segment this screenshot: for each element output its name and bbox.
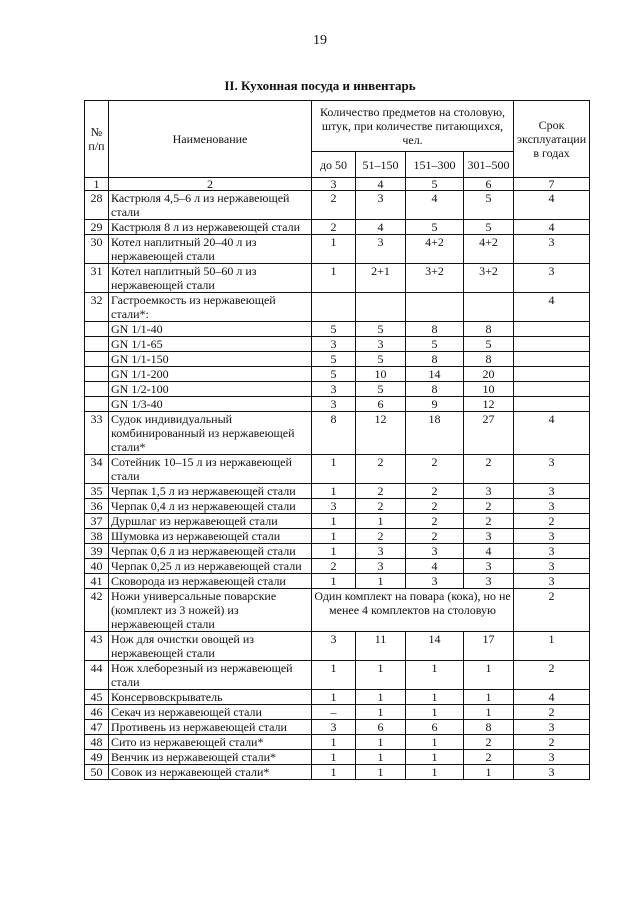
item-name: Дуршлаг из нержавеющей стали (109, 514, 312, 529)
quantity-cell: 1 (406, 765, 464, 780)
row-number: 40 (85, 559, 109, 574)
table-row (85, 455, 590, 484)
header-num: № п/п (85, 101, 109, 178)
quantity-cell: 1 (356, 765, 406, 780)
quantity-cell: 5 (312, 322, 356, 337)
quantity-cell: 2+1 (356, 264, 406, 293)
column-number: 7 (514, 178, 590, 191)
empty-cell (85, 397, 109, 412)
service-life-cell: 3 (514, 499, 590, 514)
row-number: 41 (85, 574, 109, 589)
service-life-cell: 1 (514, 632, 590, 661)
item-name: Совок из нержавеющей стали* (109, 765, 312, 780)
table-row (85, 544, 590, 559)
item-name: Котел наплитный 20–40 л из нержавеющей стали (109, 235, 312, 264)
empty-cell (85, 337, 109, 352)
service-life-cell: 4 (514, 220, 590, 235)
quantity-cell: 1 (312, 544, 356, 559)
quantity-cell: 14 (406, 632, 464, 661)
service-life-cell: 2 (514, 705, 590, 720)
column-number-row (85, 178, 590, 191)
service-life-cell: 3 (514, 559, 590, 574)
quantity-cell: 2 (406, 499, 464, 514)
quantity-cell: 3 (406, 574, 464, 589)
gastro-item-name: GN 1/1-40 (109, 322, 312, 337)
item-name: Черпак 0,4 л из нержавеющей стали (109, 499, 312, 514)
table-row (85, 529, 590, 544)
service-life-cell: 2 (514, 735, 590, 750)
item-name: Нож для очистки овощей из нержавеющей стали (109, 632, 312, 661)
quantity-cell: 5 (356, 352, 406, 367)
item-name: Сито из нержавеющей стали* (109, 735, 312, 750)
page-number: 19 (313, 33, 327, 48)
quantity-cell: 3 (464, 574, 514, 589)
quantity-cell: 1 (312, 529, 356, 544)
quantity-cell: 5 (312, 352, 356, 367)
item-name: Черпак 0,25 л из нержавеющей стали (109, 559, 312, 574)
service-life-cell: 3 (514, 574, 590, 589)
quantity-cell: 4 (406, 191, 464, 220)
quantity-cell: 1 (356, 690, 406, 705)
item-name: Черпак 0,6 л из нержавеющей стали (109, 544, 312, 559)
quantity-cell: 27 (464, 412, 514, 455)
quantity-cell: 5 (464, 337, 514, 352)
empty-cell (514, 397, 590, 412)
service-life-cell: 3 (514, 544, 590, 559)
column-number: 4 (356, 178, 406, 191)
quantity-cell: 1 (356, 750, 406, 765)
quantity-cell: 1 (406, 661, 464, 690)
quantity-cell: 2 (464, 514, 514, 529)
quantity-cell: 8 (406, 322, 464, 337)
row-number: 29 (85, 220, 109, 235)
quantity-cell: 8 (464, 322, 514, 337)
row-number: 49 (85, 750, 109, 765)
quantity-cell: 6 (406, 720, 464, 735)
table-row (85, 559, 590, 574)
service-life-cell: 3 (514, 455, 590, 484)
table-row (85, 484, 590, 499)
service-life-cell: 4 (514, 293, 590, 322)
quantity-cell: 3 (312, 397, 356, 412)
row-number: 33 (85, 412, 109, 455)
service-life-cell: 3 (514, 529, 590, 544)
quantity-cell: 3 (464, 559, 514, 574)
quantity-cell: 3 (356, 559, 406, 574)
quantity-cell: 3 (312, 632, 356, 661)
quantity-cell: 1 (406, 690, 464, 705)
gastro-sub-row (85, 337, 590, 352)
empty-cell (514, 352, 590, 367)
quantity-cell: 1 (356, 661, 406, 690)
gastro-item-name: GN 1/2-100 (109, 382, 312, 397)
quantity-cell: 3 (312, 499, 356, 514)
quantity-cell: 5 (464, 220, 514, 235)
service-life-cell: 3 (514, 720, 590, 735)
quantity-cell: 8 (406, 382, 464, 397)
quantity-cell: 1 (356, 514, 406, 529)
quantity-cell: 1 (312, 514, 356, 529)
service-life-cell: 3 (514, 750, 590, 765)
item-name: Кастрюля 8 л из нержавеющей стали (109, 220, 312, 235)
empty-cell (85, 352, 109, 367)
item-name: Гастроемкость из нержавеющей стали*: (109, 293, 312, 322)
header-qty-group: Количество предметов на столовую, штук, при количестве питающихся, чел. (312, 101, 514, 152)
quantity-cell: 2 (312, 191, 356, 220)
quantity-cell: 3 (312, 337, 356, 352)
quantity-cell: 1 (312, 690, 356, 705)
quantity-cell: 2 (464, 455, 514, 484)
gastro-sub-row (85, 382, 590, 397)
table-row (85, 765, 590, 780)
row-number: 47 (85, 720, 109, 735)
quantity-cell (356, 293, 406, 322)
quantity-cell: 5 (356, 322, 406, 337)
quantity-cell: 5 (312, 367, 356, 382)
row-number: 43 (85, 632, 109, 661)
quantity-cell: 3 (356, 235, 406, 264)
table-row (85, 720, 590, 735)
table-row (85, 574, 590, 589)
row-number: 36 (85, 499, 109, 514)
quantity-cell: 2 (312, 559, 356, 574)
quantity-cell: 8 (312, 412, 356, 455)
item-name: Шумовка из нержавеющей стали (109, 529, 312, 544)
quantity-cell: 1 (464, 661, 514, 690)
quantity-cell: 20 (464, 367, 514, 382)
table-row (85, 220, 590, 235)
empty-cell (514, 337, 590, 352)
quantity-cell: 3 (464, 484, 514, 499)
quantity-cell: 1 (406, 705, 464, 720)
row-number: 48 (85, 735, 109, 750)
gastro-sub-row (85, 397, 590, 412)
row-number: 44 (85, 661, 109, 690)
table-row (85, 705, 590, 720)
table-row (85, 514, 590, 529)
quantity-cell: 1 (406, 735, 464, 750)
row-number: 35 (85, 484, 109, 499)
quantity-cell: 5 (406, 337, 464, 352)
quantity-cell: 1 (464, 765, 514, 780)
table-row (85, 264, 590, 293)
table-row (85, 750, 590, 765)
gastro-item-name: GN 1/1-150 (109, 352, 312, 367)
column-number: 5 (406, 178, 464, 191)
header-qty-col: 301–500 (464, 152, 514, 178)
header-name: Наименование (109, 101, 312, 178)
service-life-cell: 3 (514, 235, 590, 264)
quantity-cell: 3+2 (406, 264, 464, 293)
row-number: 34 (85, 455, 109, 484)
quantity-cell: 11 (356, 632, 406, 661)
row-number: 38 (85, 529, 109, 544)
row-number: 45 (85, 690, 109, 705)
table-row (85, 293, 590, 322)
quantity-cell: 10 (464, 382, 514, 397)
quantity-cell: 1 (312, 735, 356, 750)
quantity-cell: 1 (312, 765, 356, 780)
item-name: Сковорода из нержавеющей стали (109, 574, 312, 589)
quantity-cell: 4 (464, 544, 514, 559)
header-qty-col: 51–150 (356, 152, 406, 178)
header-qty-col: до 50 (312, 152, 356, 178)
quantity-cell: 3 (464, 529, 514, 544)
quantity-cell: 10 (356, 367, 406, 382)
item-name: Черпак 1,5 л из нержавеющей стали (109, 484, 312, 499)
quantity-cell: 1 (356, 735, 406, 750)
table-row (85, 235, 590, 264)
row-number: 46 (85, 705, 109, 720)
quantity-cell: 4 (356, 220, 406, 235)
quantity-cell: 12 (356, 412, 406, 455)
quantity-cell: 3 (312, 382, 356, 397)
quantity-cell: 3 (312, 720, 356, 735)
service-life-cell: 3 (514, 484, 590, 499)
service-life-cell: 4 (514, 191, 590, 220)
quantity-cell: 5 (406, 220, 464, 235)
quantity-cell: 8 (464, 352, 514, 367)
quantity-cell: 8 (406, 352, 464, 367)
empty-cell (85, 382, 109, 397)
item-name: Ножи универсальные поварские (комплект из 3 ножей) из нержавеющей стали (109, 589, 312, 632)
table-row (85, 632, 590, 661)
quantity-cell: 1 (464, 705, 514, 720)
service-life-cell: 3 (514, 264, 590, 293)
quantity-cell: 2 (406, 455, 464, 484)
header-row (85, 101, 590, 152)
quantity-cell: 5 (464, 191, 514, 220)
table-row (85, 589, 590, 632)
quantity-cell: 3 (406, 544, 464, 559)
quantity-cell: 6 (356, 720, 406, 735)
quantity-cell: 1 (312, 484, 356, 499)
quantity-cell: – (312, 705, 356, 720)
row-number: 32 (85, 293, 109, 322)
quantity-cell: 1 (406, 750, 464, 765)
item-name: Секач из нержавеющей стали (109, 705, 312, 720)
table-row (85, 661, 590, 690)
row-number: 31 (85, 264, 109, 293)
row-number: 39 (85, 544, 109, 559)
quantity-cell: 4+2 (406, 235, 464, 264)
table-row (85, 499, 590, 514)
quantity-cell: 2 (312, 220, 356, 235)
service-life-cell: 2 (514, 589, 590, 632)
row-number: 28 (85, 191, 109, 220)
quantity-cell: 1 (464, 690, 514, 705)
gastro-item-name: GN 1/3-40 (109, 397, 312, 412)
table-row (85, 735, 590, 750)
gastro-sub-row (85, 367, 590, 382)
quantity-cell: 8 (464, 720, 514, 735)
empty-cell (85, 367, 109, 382)
quantity-cell: 4+2 (464, 235, 514, 264)
item-name: Кастрюля 4,5–6 л из нержавеющей стали (109, 191, 312, 220)
quantity-cell: 1 (356, 574, 406, 589)
item-name: Судок индивидуальный комбинированный из нержавеющей стали* (109, 412, 312, 455)
quantity-cell: 2 (356, 455, 406, 484)
empty-cell (514, 382, 590, 397)
quantity-cell: 3+2 (464, 264, 514, 293)
quantity-cell: 2 (356, 499, 406, 514)
header-term: Срок эксплуатации в годах (514, 101, 590, 178)
quantity-cell: 9 (406, 397, 464, 412)
table-row (85, 690, 590, 705)
quantity-cell: 1 (312, 235, 356, 264)
gastro-item-name: GN 1/1-200 (109, 367, 312, 382)
quantity-cell: 1 (312, 455, 356, 484)
gastro-sub-row (85, 352, 590, 367)
quantity-cell (464, 293, 514, 322)
item-name: Консервовскрыватель (109, 690, 312, 705)
quantity-cell: 1 (312, 750, 356, 765)
quantity-cell: 1 (312, 264, 356, 293)
quantity-cell: 4 (406, 559, 464, 574)
item-name: Нож хлеборезный из нержавеющей стали (109, 661, 312, 690)
column-number: 2 (109, 178, 312, 191)
quantity-cell: 2 (464, 735, 514, 750)
quantity-cell: 1 (356, 705, 406, 720)
gastro-sub-row (85, 322, 590, 337)
quantity-cell: 17 (464, 632, 514, 661)
gastro-item-name: GN 1/1-65 (109, 337, 312, 352)
row-number: 50 (85, 765, 109, 780)
empty-cell (85, 322, 109, 337)
item-name: Противень из нержавеющей стали (109, 720, 312, 735)
quantity-cell: 3 (356, 337, 406, 352)
quantity-cell (312, 293, 356, 322)
merged-quantity-note: Один комплект на повара (кока), но не менее 4 комплектов на столовую (312, 589, 514, 632)
empty-cell (514, 367, 590, 382)
service-life-cell: 2 (514, 514, 590, 529)
column-number: 6 (464, 178, 514, 191)
quantity-cell: 1 (312, 574, 356, 589)
quantity-cell: 3 (356, 544, 406, 559)
quantity-cell: 3 (356, 191, 406, 220)
quantity-cell: 2 (464, 750, 514, 765)
quantity-cell: 6 (356, 397, 406, 412)
quantity-cell: 2 (406, 484, 464, 499)
quantity-cell: 2 (356, 529, 406, 544)
quantity-cell: 1 (312, 661, 356, 690)
column-number: 3 (312, 178, 356, 191)
table-row (85, 191, 590, 220)
quantity-cell (406, 293, 464, 322)
item-name: Сотейник 10–15 л из нержавеющей стали (109, 455, 312, 484)
row-number: 30 (85, 235, 109, 264)
service-life-cell: 4 (514, 412, 590, 455)
quantity-cell: 14 (406, 367, 464, 382)
empty-cell (514, 322, 590, 337)
table-row (85, 412, 590, 455)
quantity-cell: 2 (406, 514, 464, 529)
column-number: 1 (85, 178, 109, 191)
service-life-cell: 4 (514, 690, 590, 705)
section-title: II. Кухонная посуда и инвентарь (224, 78, 416, 93)
quantity-cell: 18 (406, 412, 464, 455)
quantity-cell: 12 (464, 397, 514, 412)
item-name: Венчик из нержавеющей стали* (109, 750, 312, 765)
quantity-cell: 2 (356, 484, 406, 499)
row-number: 42 (85, 589, 109, 632)
item-name: Котел наплитный 50–60 л из нержавеющей стали (109, 264, 312, 293)
service-life-cell: 3 (514, 765, 590, 780)
quantity-cell: 5 (356, 382, 406, 397)
inventory-table (84, 100, 590, 780)
quantity-cell: 2 (464, 499, 514, 514)
quantity-cell: 2 (406, 529, 464, 544)
row-number: 37 (85, 514, 109, 529)
header-qty-col: 151–300 (406, 152, 464, 178)
service-life-cell: 2 (514, 661, 590, 690)
